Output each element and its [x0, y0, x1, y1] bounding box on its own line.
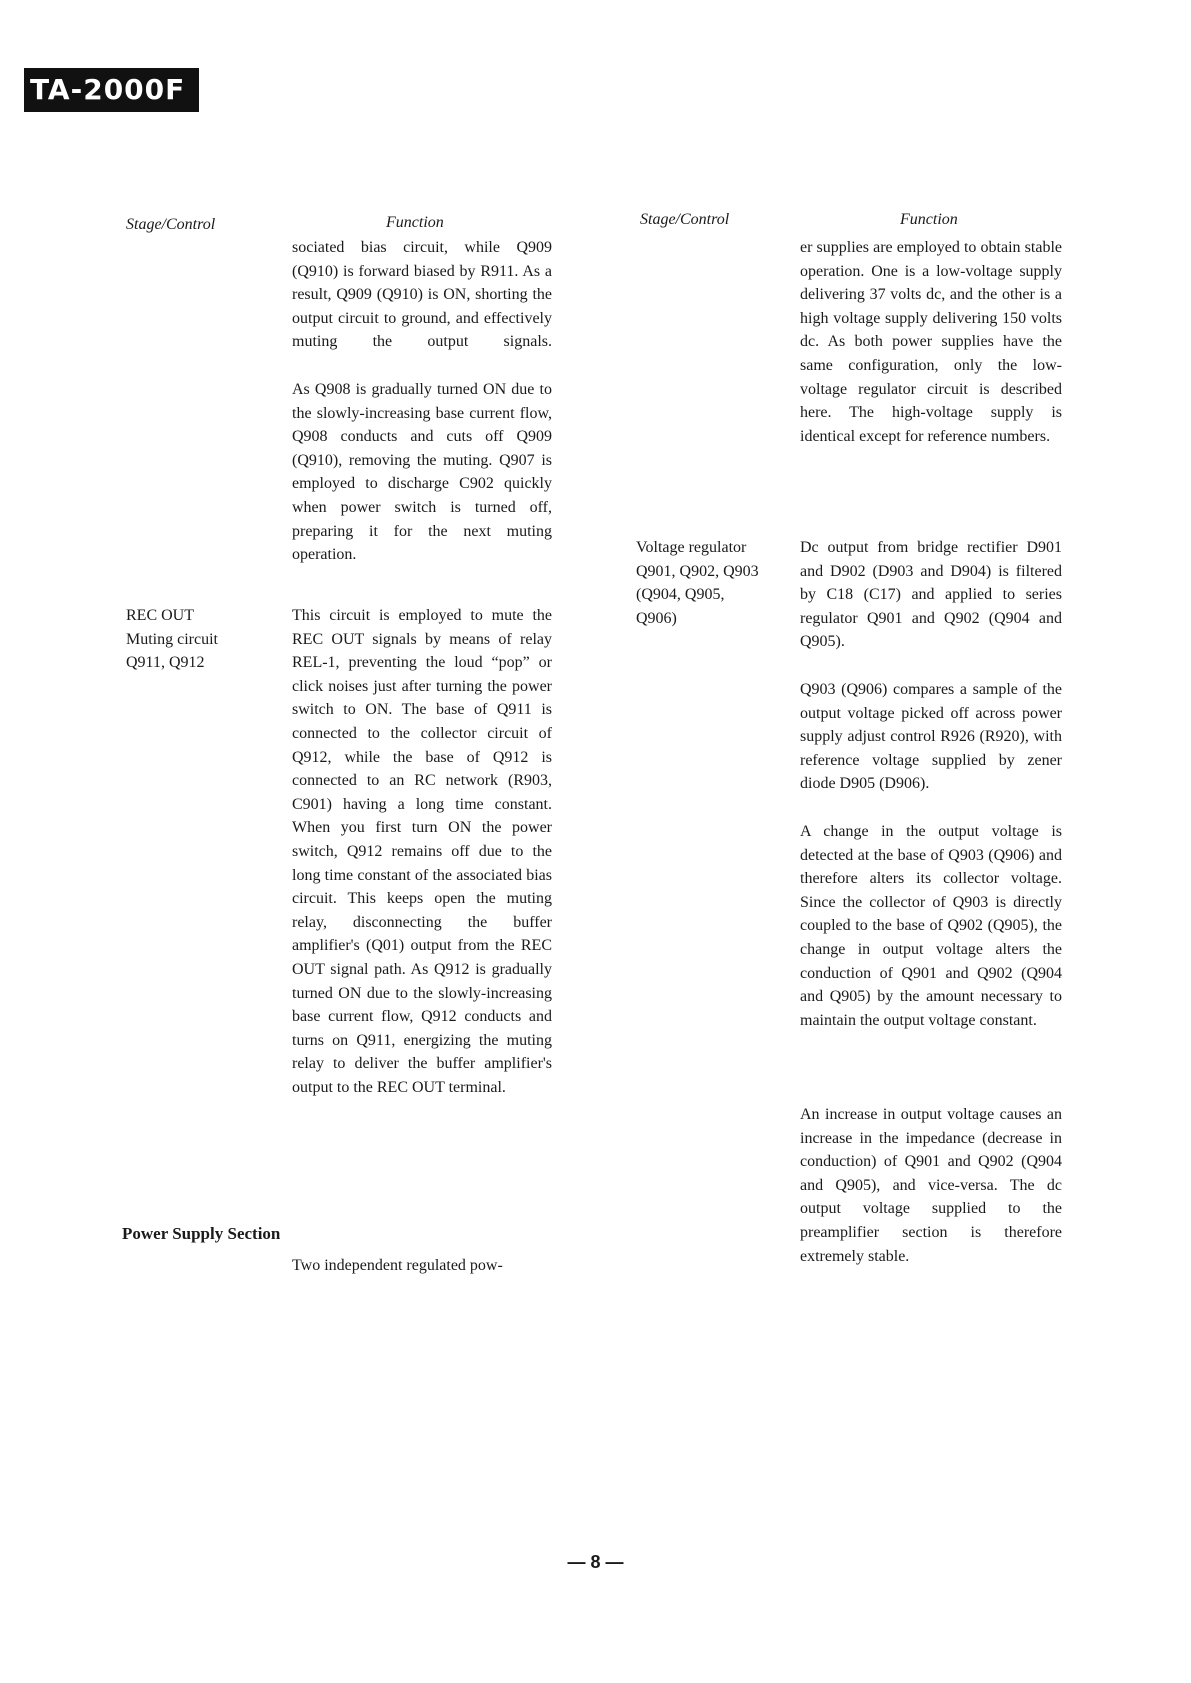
stage-line: Muting circuit — [126, 630, 218, 648]
left-paragraph-bias-circuit: sociated bias circuit, while Q909 (Q910) is forward biased by R911. As a result, Q909 (Q910) is ON, shorting the output circuit to ground, and effectively muting the output signals. — [292, 239, 552, 351]
stage-line: Q901, Q902, Q903 — [636, 562, 759, 580]
regulator-paragraph-change-detection: A change in the output voltage is detected at the base of Q903 (Q906) and therefore alters its collector voltage. Since the collector of Q903 is directly coupled to the base of Q902 (Q905), the change in output voltage alters the conduction of Q901 and Q902 (Q904 and Q905) by the amount necessary to maintain the output voltage constant. — [800, 823, 1062, 1029]
left-header-stage-control: Stage/Control — [126, 216, 216, 233]
stage-line: (Q904, Q905, — [636, 586, 725, 604]
stage-line: REC OUT — [126, 607, 194, 624]
right-header-function: Function — [900, 211, 958, 228]
power-supply-section-heading: Power Supply Section — [122, 1224, 281, 1243]
right-header-stage-control: Stage/Control — [640, 211, 730, 228]
regulator-paragraph-impedance: An increase in output voltage causes an increase in the impedance (decrease in conduction) of Q901 and Q902 (Q904 and Q905), and vice-versa. The dc output voltage supplied to the preamplifier section is therefore extremely stable. — [800, 1106, 1062, 1265]
stage-voltage-regulator — [636, 536, 759, 630]
right-paragraph-power-supplies: er supplies are employed to obtain stable operation. One is a low-voltage supply delivering 37 volts dc, and the other is a high voltage supply delivering 150 volts dc. As both power supplies have the same configuration, only the low-voltage regulator circuit is described here. The high-voltage supply is identical except for reference numbers. — [800, 239, 1062, 445]
stage-rec-out-muting — [126, 604, 218, 675]
stage-line: Voltage regulator — [636, 539, 747, 556]
stage-line: Q906) — [636, 609, 677, 627]
regulator-paragraph-rectifier: Dc output from bridge rectifier D901 and D902 (D903 and D904) is filtered by C18 (C17) and applied to series regulator Q901 and Q902 (Q904 and Q905). — [800, 539, 1062, 651]
page-number: — 8 — — [567, 1552, 624, 1572]
regulator-paragraph-comparator: Q903 (Q906) compares a sample of the output voltage picked off across power supply adjust control R926 (R920), with reference voltage supplied by zener diode D905 (D906). — [800, 681, 1062, 793]
rec-out-function-paragraph: This circuit is employed to mute the REC OUT signals by means of relay REL-1, preventing the loud “pop” or click noises just after turning the power switch to ON. The base of Q911 is connected to the collector circuit of Q912, while the base of Q912 is connected to an RC network (R903, C901) having a long time constant. When you first turn ON the power switch, Q912 remains off due to the long time constant of the associated bias circuit. This keeps open the muting relay, disconnecting the buffer amplifier's (Q01) output from the REC OUT signal path. As Q912 is gradually turned ON due to the slowly-increasing base current flow, Q912 conducts and turns on Q911, energizing the muting relay to deliver the buffer amplifier's output to the REC OUT terminal. — [292, 607, 552, 1096]
stage-line: Q911, Q912 — [126, 654, 205, 672]
power-supply-intro-paragraph: Two independent regulated pow- — [292, 1257, 503, 1274]
left-paragraph-muting-release: As Q908 is gradually turned ON due to the slowly-increasing base current flow, Q908 conducts and cuts off Q909 (Q910), removing the muting. Q907 is employed to discharge C902 quickly when power switch is turned off, preparing it for the next muting operation. — [292, 381, 552, 564]
model-label: TA-2000F — [24, 68, 199, 112]
left-header-function: Function — [386, 214, 444, 231]
